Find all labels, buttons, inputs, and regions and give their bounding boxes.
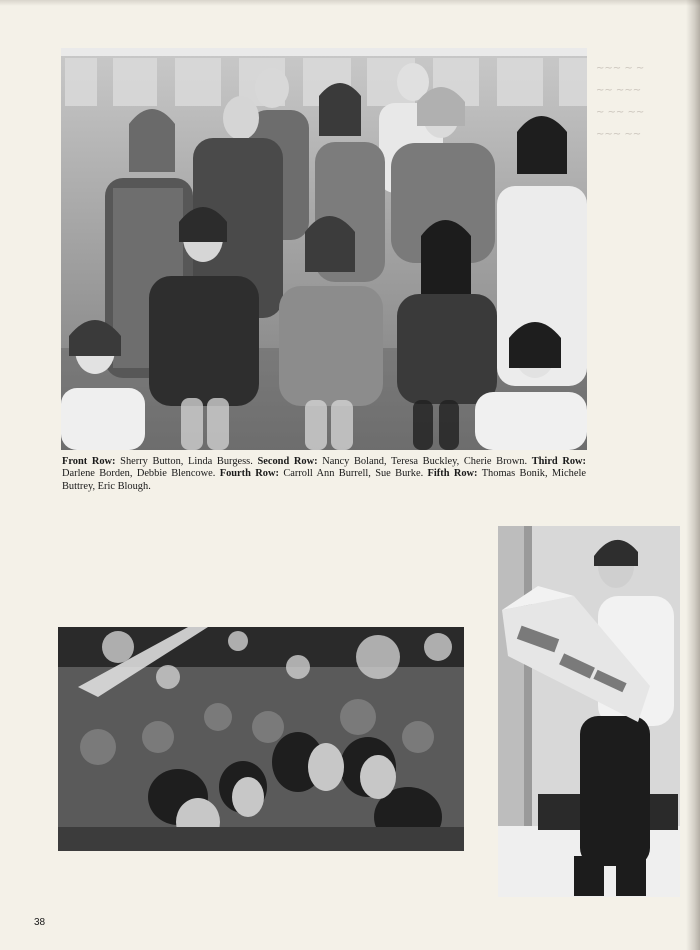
caption-label-second-row: Second Row: [257, 456, 318, 467]
caption-label-fifth-row: Fifth Row: [427, 468, 478, 480]
caption-names-fifth-row: Thomas Bonik, Michele Buttrey, Eric Blough. [62, 468, 586, 492]
caption-label-front-row: Front Row: [62, 456, 116, 467]
caption-names-fourth-row: Carroll Ann Burrell, Sue Burke. [283, 468, 424, 480]
page-number: 38 [34, 917, 46, 928]
binding-shadow [686, 0, 700, 950]
caption-names-front-row: Sherry Button, Linda Burgess. [120, 456, 253, 467]
newspaper-reader-photo [498, 526, 680, 897]
group-photo [61, 48, 587, 450]
page-top-edge [0, 0, 700, 6]
crowd-photo [58, 627, 464, 851]
caption-label-third-row: Third Row: [531, 456, 587, 467]
caption-names-third-row: Darlene Borden, Debbie Blencowe. [62, 468, 216, 480]
caption-label-fourth-row: Fourth Row: [219, 468, 279, 480]
photo-caption [62, 456, 586, 493]
faded-handwriting: ~~~ ~ ~ ~~ ~~~ ~ ~~ ~~ ~~~ ~~ [596, 63, 645, 140]
caption-names-second-row: Nancy Boland, Teresa Buckley, Cherie Brown. [322, 456, 528, 467]
